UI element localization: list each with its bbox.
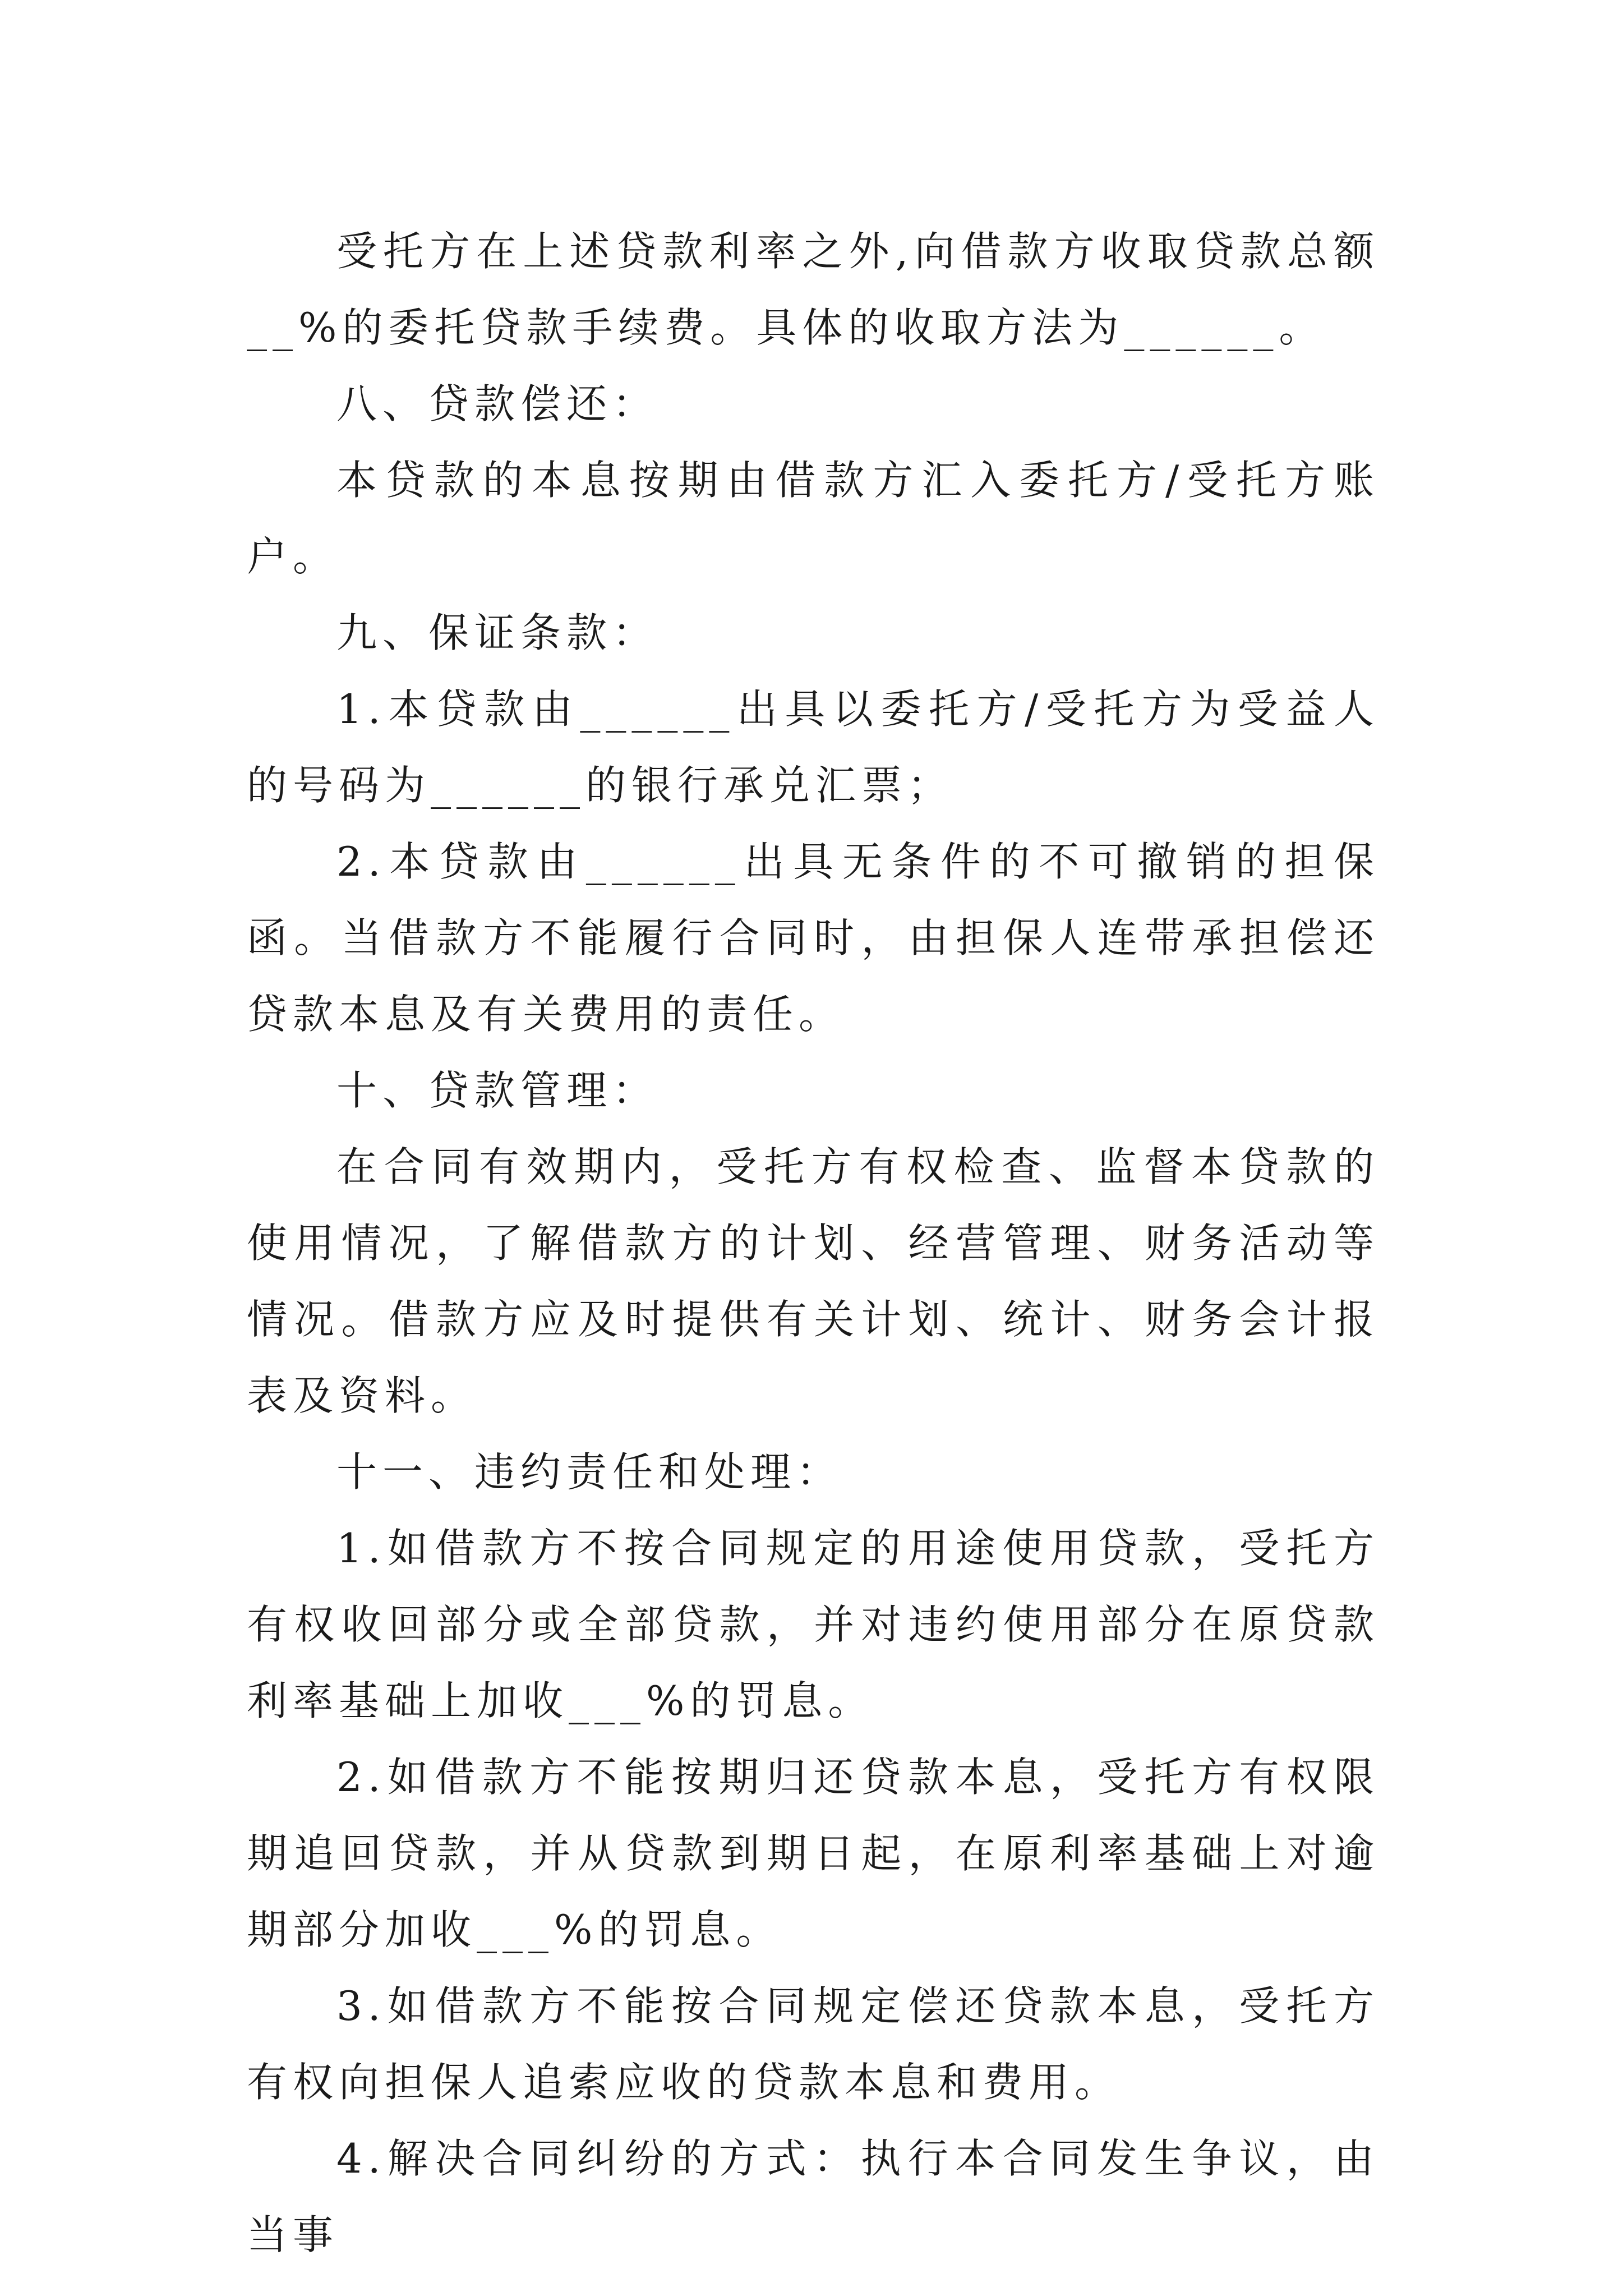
document-body (247, 213, 1380, 2273)
paragraph-breach-2: 2.如借款方不能按期归还贷款本息，受托方有权限期追回贷款，并从贷款到期日起，在原利率基础上对逾期部分加收___%的罚息。 (247, 1754, 1380, 1953)
paragraph-breach-4: 4.解决合同纠纷的方式：执行本合同发生争议，由当事 (247, 2135, 1380, 2258)
paragraph-breach-1: 1.如借款方不按合同规定的用途使用贷款，受托方有权收回部分或全部贷款，并对违约使用部分在原贷款利率基础上加收___%的罚息。 (247, 1525, 1380, 1724)
paragraph-service-fee: 受托方在上述贷款利率之外,向借款方收取贷款总额__%的委托贷款手续费。具体的收取方法为______。 (247, 228, 1380, 351)
paragraph-guarantee-2: 2.本贷款由______出具无条件的不可撤销的担保函。当借款方不能履行合同时，由担保人连带承担偿还贷款本息及有关费用的责任。 (247, 838, 1380, 1038)
paragraph-repayment-account: 本贷款的本息按期由借款方汇入委托方/受托方账户。 (247, 457, 1380, 580)
paragraph-guarantee-1: 1.本贷款由______出具以委托方/受托方为受益人的号码为______的银行承兑汇票； (247, 685, 1380, 809)
heading-loan-management: 十、贷款管理： (336, 1067, 659, 1114)
heading-guarantee-terms: 九、保证条款： (336, 609, 659, 656)
heading-loan-repayment: 八、贷款偿还： (336, 380, 659, 427)
paragraph-loan-management: 在合同有效期内，受托方有权检查、监督本贷款的使用情况，了解借款方的计划、经营管理、财务活动等情况。借款方应及时提供有关计划、统计、财务会计报表及资料。 (247, 1143, 1380, 1419)
heading-breach-liability: 十一、违约责任和处理： (336, 1448, 843, 1496)
paragraph-breach-3: 3.如借款方不能按合同规定偿还贷款本息，受托方有权向担保人追索应收的贷款本息和费用。 (247, 1982, 1380, 2106)
